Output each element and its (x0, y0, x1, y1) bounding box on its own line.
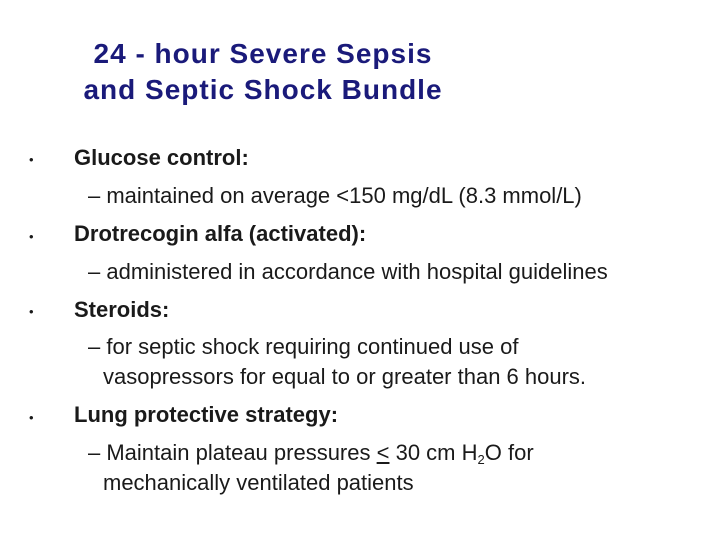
subscript-2: 2 (477, 452, 485, 467)
item-detail-steroids-cont: vasopressors for equal to or greater than 6 hours. (103, 364, 587, 389)
less-than-or-equal-symbol: < (376, 440, 390, 465)
item-detail-lung-mid: 30 cm H (389, 440, 478, 465)
item-detail-steroids: – for septic shock requiring continued use of (88, 334, 519, 359)
slide-title (0, 36, 526, 108)
item-detail-lung (88, 440, 534, 466)
bullet-icon: • (29, 152, 34, 167)
title-line-1: 24 - hour Severe Sepsis (93, 38, 433, 69)
item-detail-lung-cont: mechanically ventilated patients (103, 470, 414, 495)
bullet-icon: • (29, 304, 34, 319)
item-heading-glucose: Glucose control: (74, 145, 249, 170)
item-detail-lung-pre: – Maintain plateau pressures (88, 440, 377, 465)
bullet-icon: • (29, 229, 34, 244)
item-detail-drotrecogin: – administered in accordance with hospital guidelines (88, 259, 608, 284)
item-heading-steroids: Steroids: (74, 297, 170, 322)
item-heading-drotrecogin: Drotrecogin alfa (activated): (74, 221, 367, 246)
item-detail-glucose: – maintained on average <150 mg/dL (8.3 mmol/L) (88, 183, 582, 208)
bullet-icon: • (29, 410, 34, 425)
item-detail-lung-post: O for (484, 440, 534, 465)
item-heading-lung: Lung protective strategy: (74, 402, 339, 427)
title-line-2: and Septic Shock Bundle (83, 74, 443, 105)
